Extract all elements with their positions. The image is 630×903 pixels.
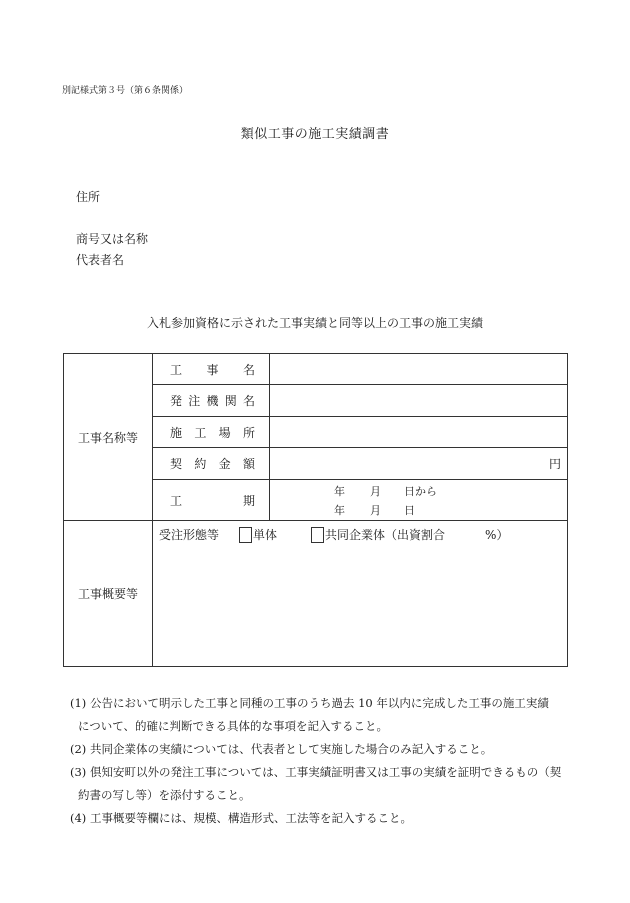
yen-unit: 円 — [548, 457, 561, 471]
order-form-line — [159, 526, 508, 543]
work-name-group-label: 工事名称等 — [64, 354, 153, 521]
construction-record-table — [63, 353, 568, 667]
period-from: 年 月 日から — [334, 485, 437, 498]
contract-amount-field[interactable] — [270, 448, 568, 480]
note-2: (2) 共同企業体の実績については、代表者として実施した場合のみ記入すること。 — [70, 742, 493, 756]
note-1b: について、的確に判断できる具体的な事項を記入すること。 — [78, 719, 389, 733]
note-3b: 約書の写し等）を添付すること。 — [78, 788, 251, 802]
single-label: 単体 — [253, 528, 278, 542]
work-name-field[interactable] — [270, 354, 568, 385]
location-label: 施 工 場 所 — [170, 425, 255, 440]
contract-amount-label: 契 約 金 額 — [170, 457, 255, 471]
period-to: 年 月 日 — [334, 504, 415, 517]
overview-field[interactable] — [153, 521, 568, 667]
overview-group-label: 工事概要等 — [64, 521, 153, 667]
period-label: 工 期 — [170, 493, 255, 508]
notes — [70, 692, 580, 830]
jv-checkbox[interactable] — [311, 527, 324, 543]
document-title: 類似工事の施工実績調書 — [240, 127, 390, 142]
note-4: (4) 工事概要等欄には、規模、構造形式、工法等を記入すること。 — [70, 811, 412, 825]
ordering-agency-label: 発 注 機 関 名 — [170, 394, 255, 408]
company-name-label: 商号又は名称 — [76, 232, 149, 246]
location-field[interactable] — [270, 417, 568, 448]
form-number: 別記様式第３号（第６条関係） — [62, 86, 189, 96]
address-label: 住所 — [76, 190, 101, 204]
period-field[interactable] — [270, 480, 568, 521]
note-1a: (1) 公告において明示した工事と同種の工事のうち過去 10 年以内に完成した工事の施工実績 — [70, 696, 549, 710]
jv-percent: %） — [485, 528, 509, 542]
note-3a: (3) 倶知安町以外の発注工事については、工事実績証明書又は工事の実績を証明できるもの（契 — [70, 765, 562, 779]
order-form-label: 受注形態等 — [159, 528, 220, 542]
jv-label: 共同企業体（出資割合 — [325, 528, 446, 542]
representative-label: 代表者名 — [76, 253, 125, 267]
table-subtitle: 入札参加資格に示された工事実績と同等以上の工事の施工実績 — [146, 316, 483, 330]
work-name-label: 工 事 名 — [170, 362, 255, 377]
ordering-agency-field[interactable] — [270, 385, 568, 417]
single-checkbox[interactable] — [239, 527, 252, 543]
